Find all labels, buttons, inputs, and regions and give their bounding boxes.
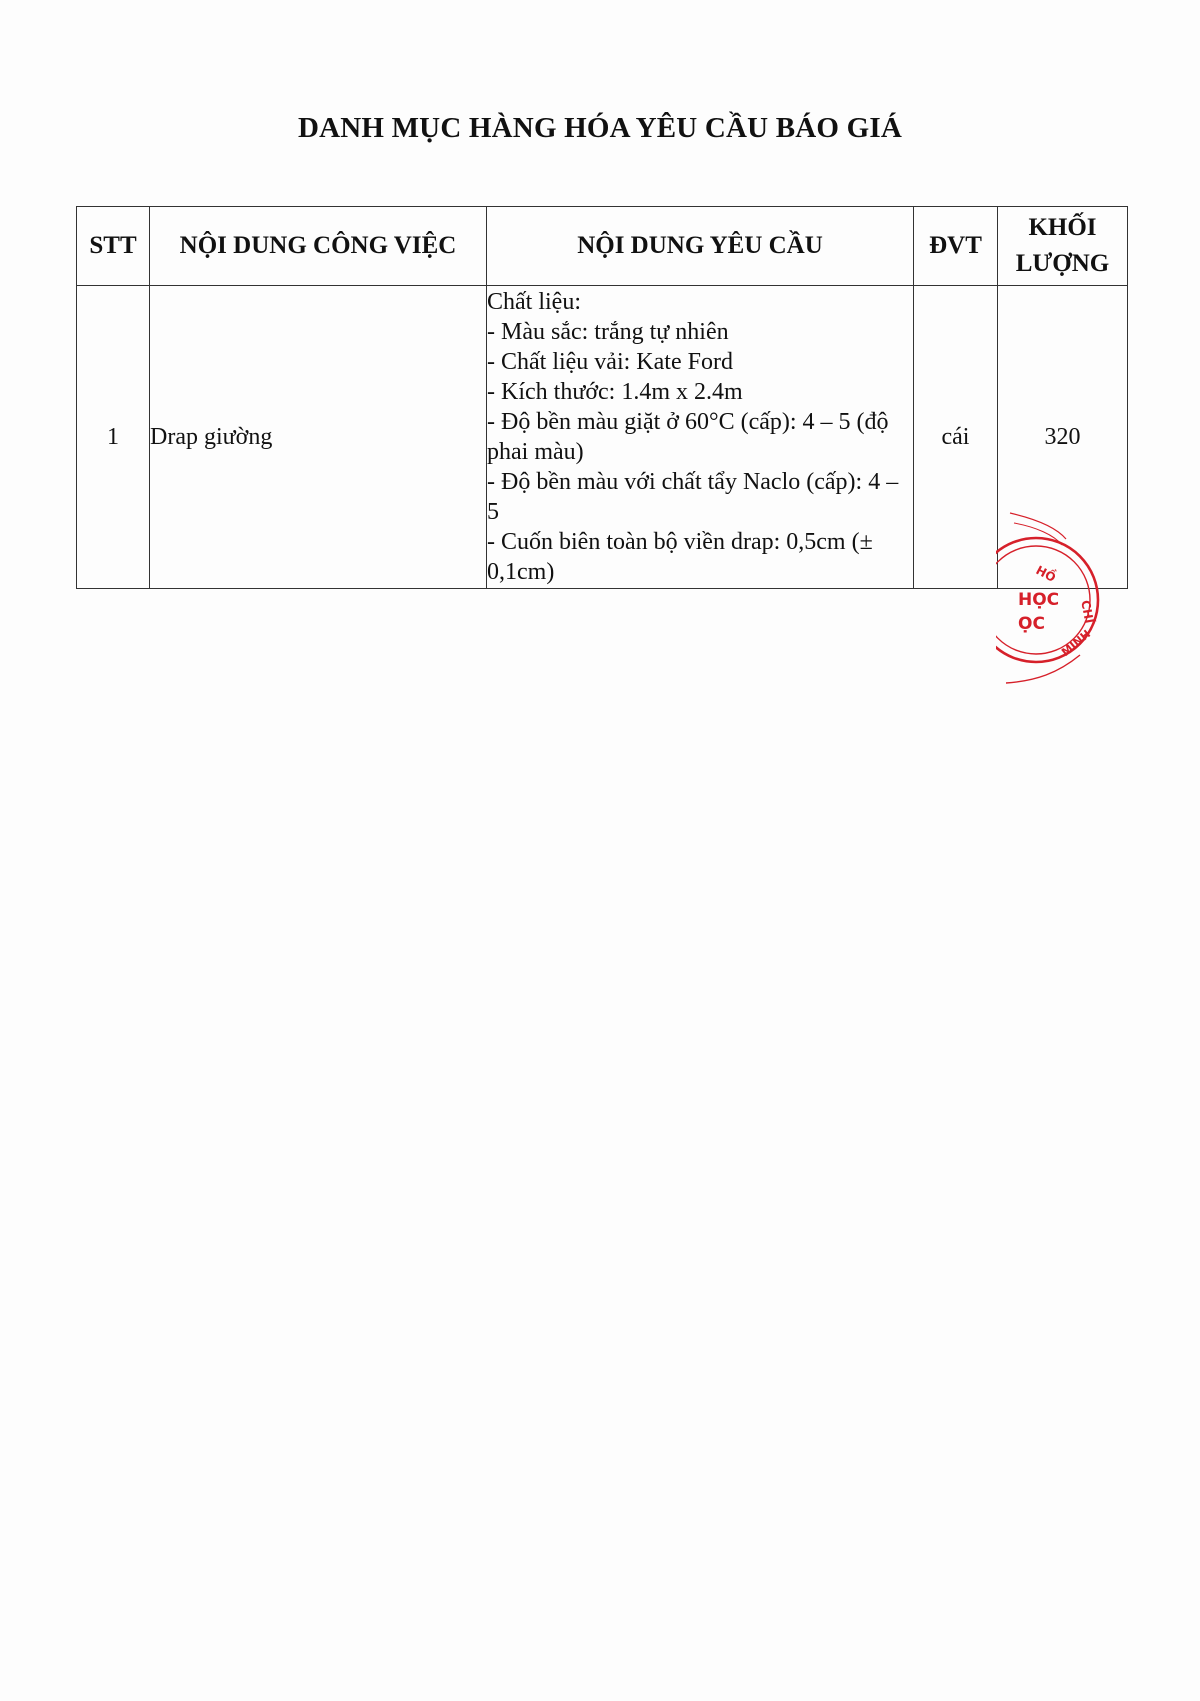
row-stt: 1 xyxy=(77,286,150,589)
svg-text:HỌC: HỌC xyxy=(1018,590,1060,610)
table-row xyxy=(77,286,1128,589)
header-quantity-line1: KHỐI xyxy=(1028,214,1097,241)
svg-text:CHÍ: CHÍ xyxy=(1078,599,1097,625)
requirement-line: - Màu sắc: trắng tự nhiên xyxy=(487,319,729,345)
svg-text:ỌC: ỌC xyxy=(1018,614,1045,634)
red-seal-stamp xyxy=(996,505,1100,695)
requirement-line: Chất liệu: xyxy=(487,289,581,315)
header-requirement: NỘI DUNG YÊU CẦU xyxy=(487,207,914,286)
header-unit: ĐVT xyxy=(914,207,998,286)
row-unit: cái xyxy=(914,286,998,589)
header-quantity-line2: LƯỢNG xyxy=(1015,250,1110,277)
table-header-row xyxy=(77,207,1128,286)
quotation-table xyxy=(76,206,1128,589)
header-quantity xyxy=(998,207,1128,286)
header-stt: STT xyxy=(77,207,150,286)
document-title: DANH MỤC HÀNG HÓA YÊU CẦU BÁO GIÁ xyxy=(297,112,903,144)
row-task: Drap giường xyxy=(150,286,487,589)
row-quantity: 320 xyxy=(998,286,1128,589)
seal-icon xyxy=(996,505,1100,695)
requirement-line: - Chất liệu vải: Kate Ford xyxy=(487,349,733,375)
header-task: NỘI DUNG CÔNG VIỆC xyxy=(150,207,487,286)
requirement-line: - Cuốn biên toàn bộ viền drap: 0,5cm (± 0,1cm) xyxy=(487,529,873,585)
row-requirement xyxy=(487,286,914,589)
requirement-line: - Kích thước: 1.4m x 2.4m xyxy=(487,379,743,405)
svg-text:MINH: MINH xyxy=(1059,627,1094,659)
svg-text:HỒ: HỒ xyxy=(1033,563,1059,585)
requirement-line: - Độ bền màu với chất tẩy Naclo (cấp): 4 – 5 xyxy=(487,469,899,525)
requirement-line: - Độ bền màu giặt ở 60°C (cấp): 4 – 5 (độ phai màu) xyxy=(487,409,889,465)
